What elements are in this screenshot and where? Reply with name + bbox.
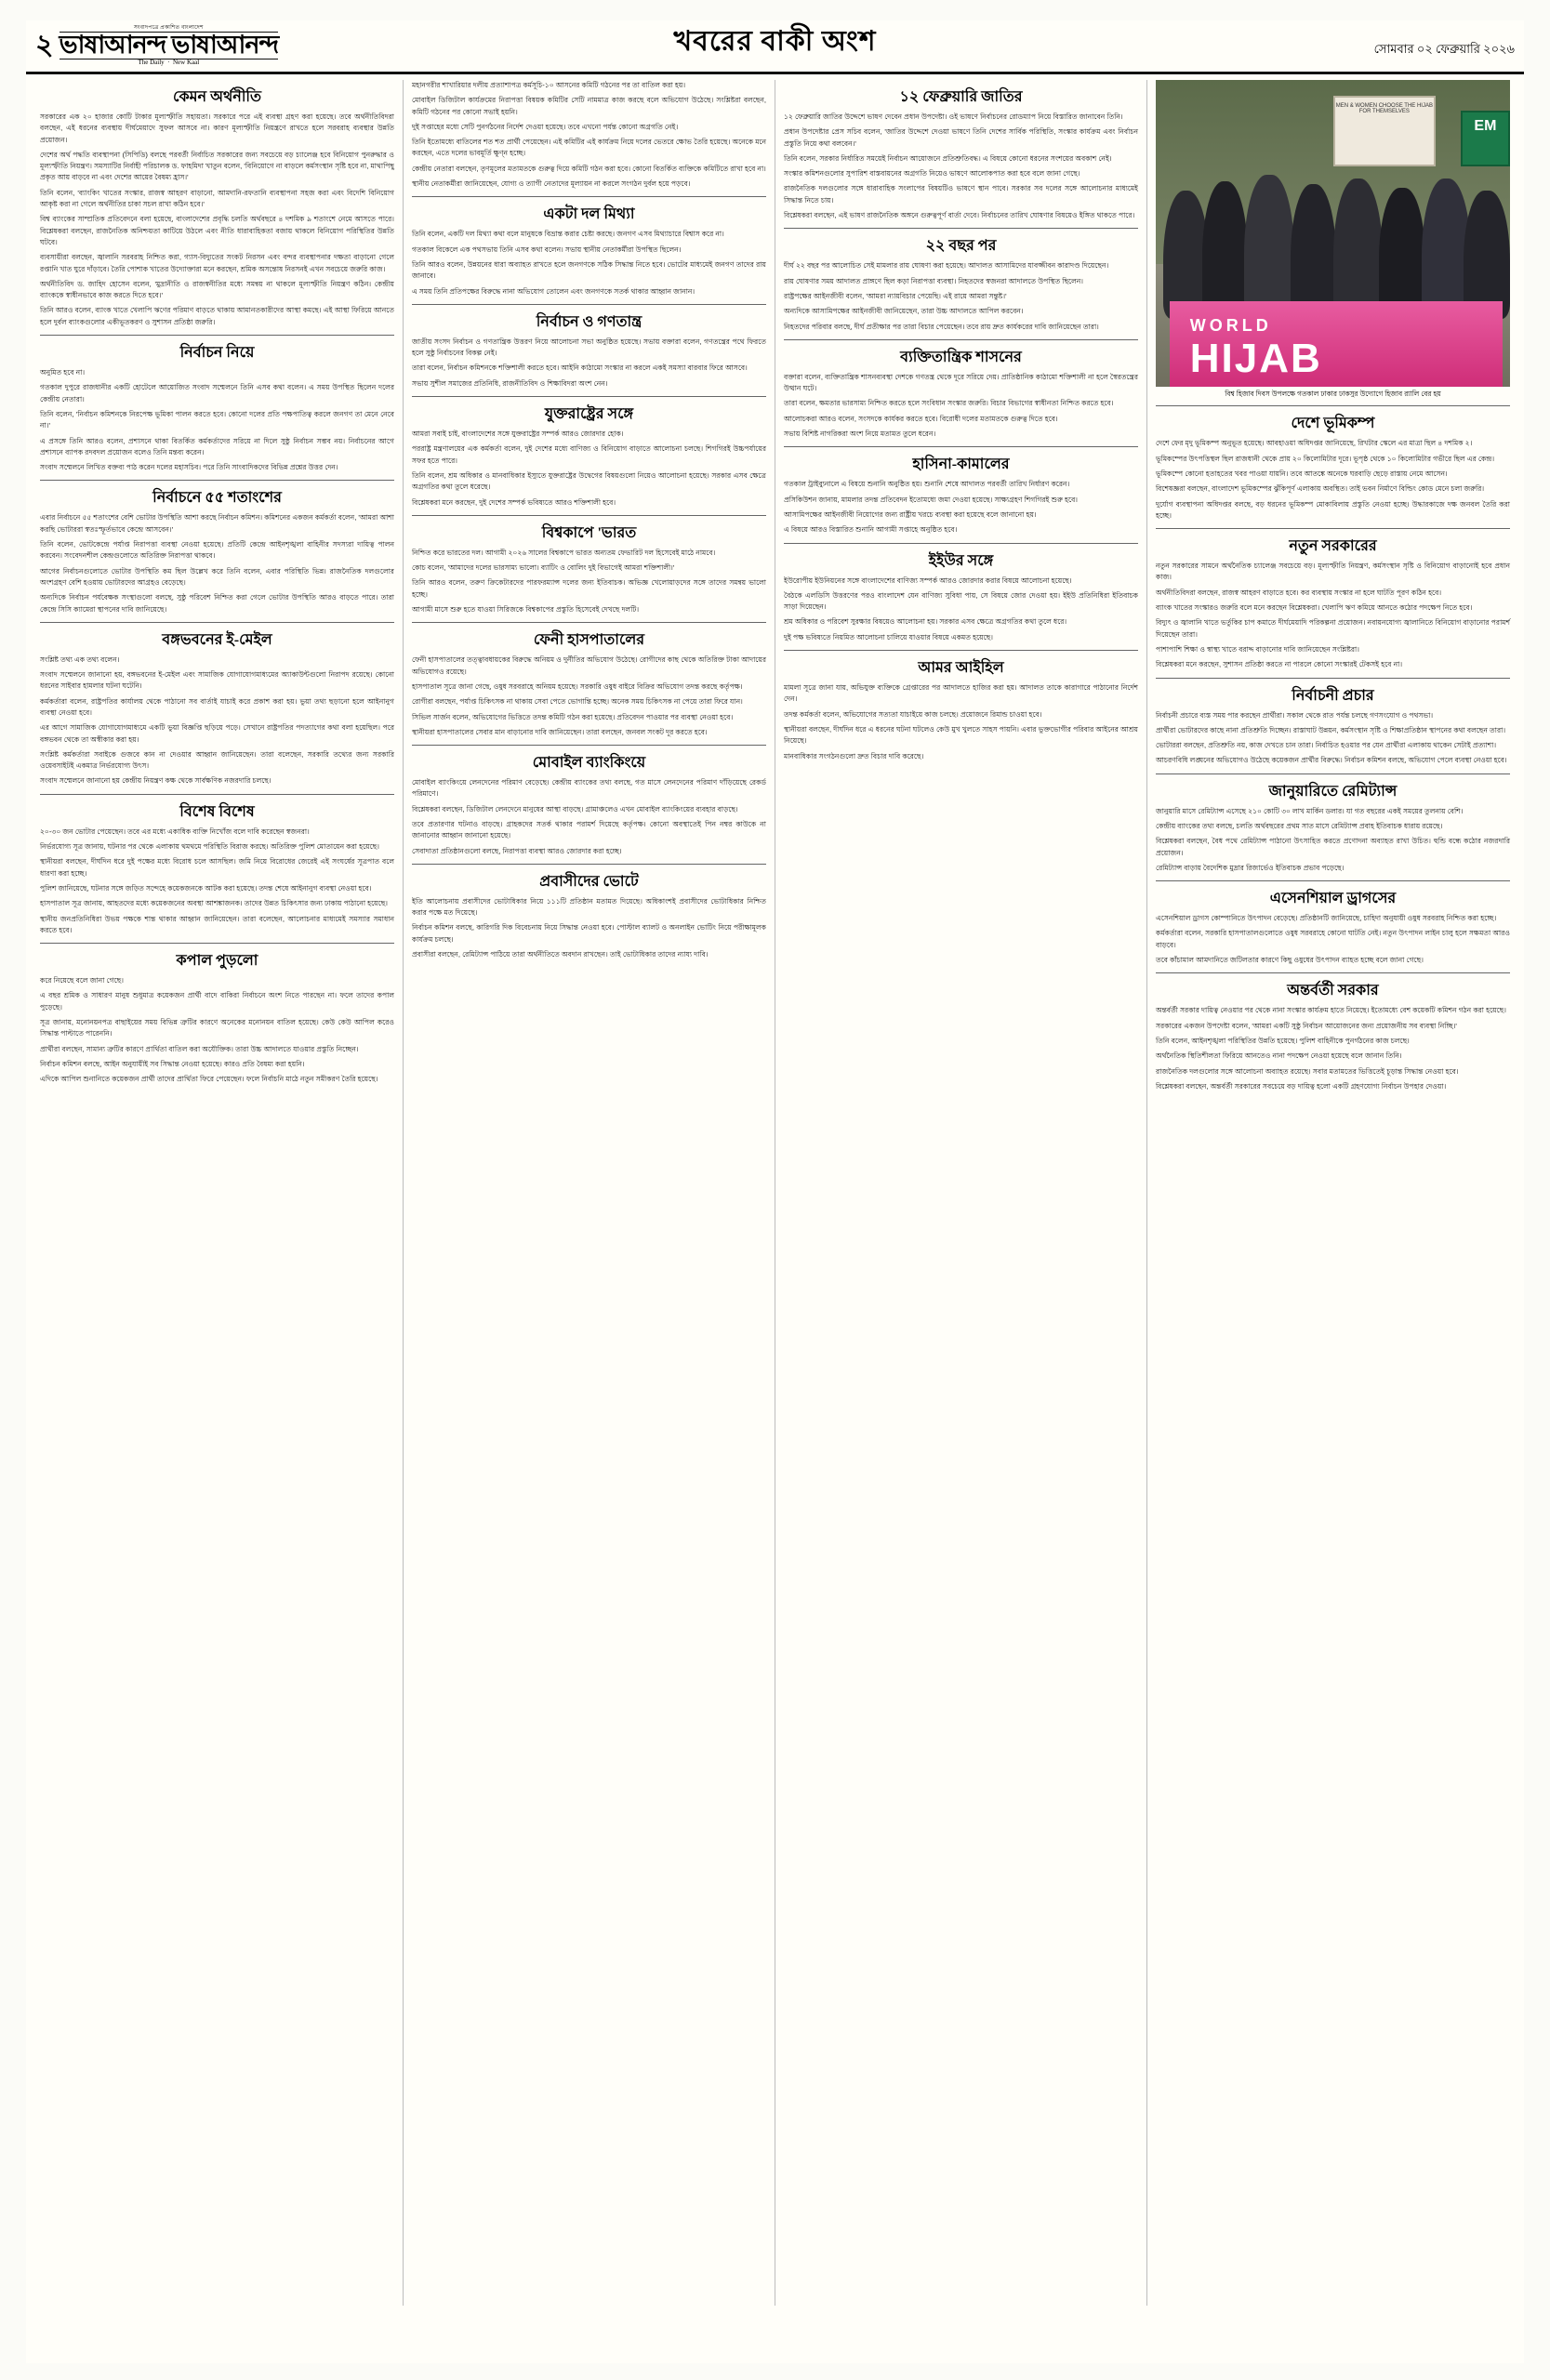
- column-4: [1147, 80, 1518, 2306]
- masthead-date: সোমবার ০২ ফেব্রুয়ারি ২০২৬: [1373, 42, 1515, 56]
- masthead-center: [314, 19, 1236, 66]
- article-4-4: [1156, 783, 1510, 874]
- body-paragraph: তবে কাঁচামাল আমদানিতে জটিলতার কারণে কিছু ওষুধের উৎপাদন ব্যাহত হচ্ছে বলে জানা গেছে।: [1156, 956, 1424, 965]
- article-1-5: [40, 803, 394, 936]
- columns-container: [26, 74, 1524, 2306]
- divider: [1156, 972, 1510, 973]
- body-paragraph: তিনি বলেন, একটি দল মিথ্যা কথা বলে মানুষকে বিভ্রান্ত করার চেষ্টা করছে। জনগণ এসব মিথ্যাচারে বিশ্বাস করে না।: [412, 230, 724, 239]
- placard-1-text: MEN & WOMEN CHOOSE THE HIJAB FOR THEMSELVES: [1335, 102, 1433, 114]
- article-3-1: [784, 88, 1138, 221]
- body-paragraph: হাসপাতাল সূত্রে জানা গেছে, ওষুধ সরবরাহে অনিয়ম হয়েছে। সরকারি ওষুধ বাইরে বিক্রির অভিযোগ তদন্ত করছে কর্তৃপক্ষ।: [412, 681, 743, 691]
- body-paragraph: কোচ বলেন, 'আমাদের দলের ভারসাম্য ভালো। ব্যাটিং ও বোলিং দুই বিভাগেই আমরা শক্তিশালী।': [412, 563, 675, 573]
- article-2-1: [412, 80, 766, 190]
- body-paragraph: হাসপাতাল সূত্র জানায়, আহতদের মধ্যে কয়েকজনের অবস্থা আশঙ্কাজনক। তাদের উন্নত চিকিৎসার জন্য ঢাকায় পাঠানো হয়েছে।: [40, 899, 389, 908]
- body-paragraph: তিনি আরও বলেন, উন্নয়নের ধারা অব্যাহত রাখতে হলে জনগণকে সঠিক সিদ্ধান্ত নিতে হবে। ভোটের মাধ্যমেই জনগণ তাদের রায় জানাবে।: [412, 259, 766, 281]
- divider: [412, 864, 766, 865]
- divider: [412, 622, 766, 623]
- body-paragraph: বিশ্লেষকরা বলছেন, এই ভাষণ রাজনৈতিক অঙ্গনে গুরুত্বপূর্ণ বার্তা দেবে। নির্বাচনের তারিখ ঘোষণার বিষয়েও ইঙ্গিত থাকতে পারে।: [784, 211, 1135, 220]
- body-paragraph: ব্যাংক খাতের সংস্কারও জরুরি বলে মনে করছেন বিশ্লেষকরা। খেলাপি ঋণ কমিয়ে আনতে কঠোর পদক্ষেপ নিতে হবে।: [1156, 603, 1473, 613]
- body-paragraph: এ সময় তিনি প্রতিপক্ষের বিরুদ্ধে নানা অভিযোগ তোলেন এবং জনগণকে সতর্ক থাকার আহ্বান জানান।: [412, 286, 696, 296]
- headline: নতুন সরকারের: [1289, 538, 1377, 555]
- body-paragraph: মোবাইল ব্যাংকিংয়ে লেনদেনের পরিমাণ বেড়েছে। কেন্দ্রীয় ব্যাংকের তথ্য বলছে, গত মাসে লেনদেনের পরিমাণ দাঁড়িয়েছে রেকর্ড পরিমাণে।: [412, 778, 766, 799]
- article-3-6: [784, 659, 1138, 762]
- headline: একটা দল মিথ্যা: [543, 206, 635, 223]
- headline: কেমন অর্থনীতি: [172, 89, 262, 105]
- body-paragraph: আগামী মাসে শুরু হতে যাওয়া সিরিজকে বিশ্বকাপের প্রস্তুতি হিসেবেই দেখছে দলটি।: [412, 605, 640, 615]
- headline: জানুয়ারিতে রেমিট্যান্স: [1268, 783, 1398, 800]
- body-paragraph: প্রার্থীরা ভোটারদের কাছে নানা প্রতিশ্রুতি দিচ্ছেন। রাস্তাঘাট উন্নয়ন, কর্মসংস্থান সৃষ্টি ও শিক্ষাপ্রতিষ্ঠান স্থাপনের কথা বলছেন তারা।: [1156, 725, 1506, 734]
- body-paragraph: তিনি আরও বলেন, ব্যাংক খাতে খেলাপি ঋণের পরিমাণ বাড়তে থাকায় আমানতকারীদের আস্থা কমছে। এই আস্থা ফিরিয়ে আনতে হলে দুর্বল ব্যাংকগুলোর একীভূতকরণ ও সুশাসন প্রতিষ্ঠা জরুরি।: [40, 306, 394, 326]
- headline: নির্বাচনী প্রচার: [1292, 687, 1374, 704]
- body-paragraph: সংবাদ সম্মেলনে লিখিত বক্তব্য পাঠ করেন দলের মহাসচিব। পরে তিনি সাংবাদিকদের বিভিন্ন প্রশ্নের উত্তর দেন।: [40, 463, 338, 472]
- body-paragraph: গতকাল ট্রাইব্যুনালে এ বিষয়ে শুনানি অনুষ্ঠিত হয়। শুনানি শেষে আদালত পরবর্তী তারিখ নির্ধারণ করেন।: [784, 480, 1070, 489]
- body-paragraph: দুই সপ্তাহের মধ্যে সেটি পুনর্গঠনের নির্দেশ দেওয়া হয়েছে। তবে এখনো পর্যন্ত কোনো অগ্রগতি নেই।: [412, 122, 679, 131]
- body-paragraph: এবার নির্বাচনে ৫৫ শতাংশের বেশি ভোটার উপস্থিতি আশা করছে নির্বাচন কমিশন। কমিশনের একজন কর্মকর্তা বলেন, 'আমরা আশা করছি ভোটাররা স্বতঃস্ফূর্তভাবে কেন্দ্রে আসবেন।': [40, 513, 394, 534]
- divider: [40, 794, 394, 795]
- body-paragraph: রাষ্ট্রপক্ষের আইনজীবী বলেন, 'আমরা ন্যায়বিচার পেয়েছি। এই রায়ে আমরা সন্তুষ্ট।': [784, 291, 1007, 300]
- body-paragraph: তিনি বলেন, 'ব্যাংকিং খাতের সংস্কার, রাজস্ব আহরণ বাড়ানো, আমদানি-রফতানি ব্যবস্থাপনা সহজ করা এবং বিদেশি বিনিয়োগ আকৃষ্ট করা না গেলে অর্থনীতির চাকা সচল রাখা কঠিন হবে।': [40, 188, 394, 209]
- article-4-2: [1156, 537, 1510, 670]
- body-paragraph: ইউরোপীয় ইউনিয়নের সঙ্গে বাংলাদেশের বাণিজ্য সম্পর্ক আরও জোরদার করার বিষয়ে আলোচনা হয়েছে।: [784, 575, 1072, 585]
- hijab-rally-photo: [1156, 80, 1510, 387]
- body-paragraph: আগের নির্বাচনগুলোতে ভোটার উপস্থিতি কম ছিল উল্লেখ করে তিনি বলেন, এবার পরিস্থিতি ভিন্ন। রাজনৈতিক দলগুলোর অংশগ্রহণ বেশি হওয়ায় ভোটারদের আগ্রহও বেড়েছে।: [40, 566, 394, 587]
- placard-2-text: EM: [1474, 118, 1497, 134]
- body-paragraph: অন্তর্বর্তী সরকার দায়িত্ব নেওয়ার পর থেকে নানা সংস্কার কার্যক্রম হাতে নিয়েছে। ইতোমধ্যে বেশ কয়েকটি কমিশন গঠন করা হয়েছে।: [1156, 1006, 1507, 1015]
- headline: প্রবাসীদের ভোটে: [539, 873, 639, 890]
- article-1-1: [40, 88, 394, 328]
- body-paragraph: দেশের অর্থ পদ্ধতি ব্যবস্থাপনা (সিপিডি) বলছে পরবর্তী নির্বাচিত সরকারের জন্য সবচেয়ে বড় চ্যালেঞ্জ হবে বিনিয়োগ পুনরুদ্ধার ও মূল্যস্ফীতি নিয়ন্ত্রণ। সমস্যাটির নির্বাহী পরিচালক ড. ফাহমিদা খাতুন বলেন, 'বিনিয়োগে না বাড়লে কর্মসংস্থান সৃষ্টি হবে না, মাথাপিছু প্রকৃত আয় বাড়বে না এবং দেশের আয়ের বৈষম্য হ্রাস।': [40, 150, 394, 182]
- body-paragraph: নির্বাচন কমিশন বলছে, আইন অনুযায়ীই সব সিদ্ধান্ত নেওয়া হয়েছে। কারও প্রতি বৈষম্য করা হয়নি।: [40, 1059, 305, 1068]
- body-paragraph: অনুমিত হবে না।: [40, 368, 86, 377]
- body-paragraph: প্রবাসীরা বলছেন, রেমিট্যান্স পাঠিয়ে তারা অর্থনীতিতে অবদান রাখছেন। তাই ভোটাধিকার তাদের ন্যায্য দাবি।: [412, 950, 709, 959]
- column-2: [404, 80, 775, 2306]
- column-3: [775, 80, 1147, 2306]
- body-paragraph: তিনি বলেন, সরকার নির্ধারিত সময়েই নির্বাচন আয়োজনে প্রতিশ্রুতিবদ্ধ। এ বিষয়ে কোনো ধরনের সংশয়ের অবকাশ নেই।: [784, 153, 1112, 163]
- article-3-2: [784, 237, 1138, 332]
- body-paragraph: গতকাল দুপুরে রাজধানীর একটি হোটেলে আয়োজিত সংবাদ সম্মেলনে তিনি এসব কথা বলেন। এ সময় উপস্থিত ছিলেন দলের কেন্দ্রীয় নেতারা।: [40, 383, 394, 403]
- body-paragraph: নির্বাচনী প্রচারে ব্যস্ত সময় পার করছেন প্রার্থীরা। সকাল থেকে রাত পর্যন্ত চলছে গণসংযোগ ও পথসভা।: [1156, 710, 1434, 720]
- banner-text-block: [1190, 316, 1322, 382]
- article-1-6: [40, 952, 394, 1085]
- article-4-6: [1156, 982, 1510, 1092]
- article-3-3: [784, 349, 1138, 440]
- body-paragraph: রাজনৈতিক দলগুলোর সঙ্গে আলোচনা অব্যাহত রয়েছে। সবার মতামতের ভিত্তিতেই চূড়ান্ত সিদ্ধান্ত নেওয়া হবে।: [1156, 1066, 1459, 1076]
- body-paragraph: তিনি বলেন, আইনশৃঙ্খলা পরিস্থিতির উন্নতি হয়েছে। পুলিশ বাহিনীকে পুনর্গঠনের কাজ চলছে।: [1156, 1036, 1410, 1045]
- article-2-5: [412, 524, 766, 615]
- body-paragraph: আলোচকরা আরও বলেন, সংসদকে কার্যকর করতে হবে। বিরোধী দলের মতামতকে গুরুত্ব দিতে হবে।: [784, 414, 1058, 423]
- body-paragraph: মানবাধিকার সংগঠনগুলো দ্রুত বিচার দাবি করেছে।: [784, 751, 924, 760]
- body-paragraph: সূত্র জানায়, মনোনয়নপত্র বাছাইয়ের সময় বিভিন্ন ত্রুটির কারণে অনেকের মনোনয়ন বাতিল হয়েছে। কেউ কেউ আপিল করেও সিদ্ধান্ত পাল্টাতে পারেননি।: [40, 1018, 394, 1038]
- body-paragraph: নতুন সরকারের সামনে অর্থনৈতিক চ্যালেঞ্জ সবচেয়ে বড়। মূল্যস্ফীতি নিয়ন্ত্রণ, কর্মসংস্থান সৃষ্টি ও বিনিয়োগ বাড়ানোই হবে প্রধান কাজ।: [1156, 562, 1510, 582]
- rally-banner: [1170, 301, 1503, 387]
- page-number: ২: [35, 30, 54, 61]
- headline: ২২ বছর পর: [925, 238, 997, 255]
- body-paragraph: স্থানীয় নেতাকর্মীরা জানিয়েছেন, যোগ্য ও ত্যাগী নেতাদের মূল্যায়ন না করলে সংগঠন দুর্বল হয়ে পড়বে।: [412, 179, 691, 189]
- headline: নির্বাচনে ৫৫ শতাংশের: [152, 490, 282, 507]
- headline: নির্বাচন নিয়ে: [179, 345, 255, 362]
- article-2-4: [412, 405, 766, 509]
- body-paragraph: অর্থনৈতিক স্থিতিশীলতা ফিরিয়ে আনতেও নানা পদক্ষেপ নেওয়া হয়েছে বলে জানান তিনি।: [1156, 1051, 1402, 1061]
- body-paragraph: তিনি বলেন, 'নির্বাচন কমিশনকে নিরপেক্ষ ভূমিকা পালন করতে হবে। কোনো দলের প্রতি পক্ষপাতিত্ব করলে জনগণ তা মেনে নেবে না।': [40, 409, 394, 430]
- body-paragraph: সংশ্লিষ্ট তথ্য এক তথ্য বলেন।: [40, 654, 120, 664]
- body-paragraph: নির্ভরযোগ্য সূত্র জানায়, ঘটনার পর থেকে এলাকায় থমথমে পরিস্থিতি বিরাজ করছে। অতিরিক্ত পুলিশ মোতায়েন করা হয়েছে।: [40, 842, 379, 852]
- headline: ফেনী হাসপাতালের: [533, 632, 645, 649]
- body-paragraph: মোবাইল ডিজিটাল কার্যক্রমের নিরাপত্তা বিষয়ক কমিটির সেটি নামমাত্র কাজ করছে বলে অভিযোগ উঠেছে। সংশ্লিষ্টরা বলছেন, কমিটি গঠনের পর কোনো সভাই হয়নি।: [412, 96, 766, 116]
- article-2-7: [412, 754, 766, 857]
- body-paragraph: স্থানীয় জনপ্রতিনিধিরা উভয় পক্ষকে শান্ত থাকার আহ্বান জানিয়েছেন। তারা বলেছেন, আলোচনার মাধ্যমেই সমস্যার সমাধান করতে হবে।: [40, 914, 394, 934]
- body-paragraph: পররাষ্ট্র মন্ত্রণালয়ের এক কর্মকর্তা বলেন, দুই দেশের মধ্যে বাণিজ্য ও বিনিয়োগ বাড়াতে আলোচনা চলছে। শিগগিরই উচ্চপর্যায়ের সফর হতে পারে।: [412, 444, 766, 465]
- logo-sub-right: New Kaal: [173, 58, 200, 66]
- body-paragraph: দেশে ফের মৃদু ভূমিকম্প অনুভূত হয়েছে। আবহাওয়া অধিদপ্তর জানিয়েছে, রিখটার স্কেলে এর মাত্রা ছিল ৪ দশমিক ২।: [1156, 439, 1473, 448]
- headline: বিশেষ বিশেষ: [179, 803, 255, 820]
- body-paragraph: এ প্রসঙ্গে তিনি আরও বলেন, প্রশাসনে থাকা বিতর্কিত কর্মকর্তাদের সরিয়ে না দিলে সুষ্ঠু নির্বাচন সম্ভব নয়। নির্বাচনের আগে প্রশাসনে ব্যাপক রদবদল প্রয়োজন বলেও তিনি মন্তব্য করেন।: [40, 436, 394, 456]
- headline: ব্যক্তিতান্ত্রিক শাসনের: [900, 349, 1022, 365]
- body-paragraph: তিনি ইতোমধ্যে বাতিলের শত শত প্রার্থী পেয়েছেন। এই কমিটির এই কার্যক্রম নিয়ে দলের ভেতরে ক্ষোভ তৈরি হয়েছে। অনেকে মনে করছেন, এতে দলের ভাবমূর্তি ক্ষুণ্ন হচ্ছে।: [412, 138, 766, 158]
- article-1-3: [40, 489, 394, 615]
- headline: নির্বাচন ও গণতান্ত্র: [536, 313, 643, 330]
- headline: হাসিনা-কামালের: [912, 456, 1010, 473]
- body-paragraph: ইতি আলোচনায় প্রবাসীদের ভোটাধিকার নিয়ে ১১১টি প্রতিষ্ঠান মতামত দিয়েছে। অধিকাংশই প্রবাসীদের ভোটাধিকার নিশ্চিত করার পক্ষে মত দিয়েছে।: [412, 896, 766, 918]
- body-paragraph: প্রার্থীরা বলছেন, সামান্য ত্রুটির কারণে প্রার্থিতা বাতিল করা অযৌক্তিক। তারা উচ্চ আদালতে যাওয়ার প্রস্তুতি নিচ্ছেন।: [40, 1044, 359, 1053]
- body-paragraph: পাশাপাশি শিক্ষা ও স্বাস্থ্য খাতে বরাদ্দ বাড়ানোর দাবি জানিয়েছেন সংশ্লিষ্টরা।: [1156, 644, 1359, 654]
- divider: [784, 339, 1138, 340]
- body-paragraph: এদিকে আপিল শুনানিতে কয়েকজন প্রার্থী তাদের প্রার্থিতা ফিরে পেয়েছেন। ফলে নির্বাচনি মাঠে নতুন সমীকরণ তৈরি হয়েছে।: [40, 1075, 378, 1084]
- section-title: খবরের বাকী অংশ: [673, 26, 877, 57]
- body-paragraph: পুলিশ জানিয়েছে, ঘটনার সঙ্গে জড়িত সন্দেহে কয়েকজনকে আটক করা হয়েছে। তদন্ত শেষে আইনানুগ ব্যবস্থা নেওয়া হবে।: [40, 883, 372, 892]
- masthead-logo: ২ সংবাদপত্রে প্রকাশিত বাংলাদেশ ভাষাআনন্দ ভাষাআনন্দ The Daily · New Kaal: [35, 25, 279, 66]
- body-paragraph: রেমিট্যান্স বাড়ায় বৈদেশিক মুদ্রার রিজার্ভেও ইতিবাচক প্রভাব পড়েছে।: [1156, 863, 1345, 872]
- body-paragraph: তবে প্রতারণার ঘটনাও বাড়ছে। গ্রাহকদের সতর্ক থাকার পরামর্শ দিয়েছে কর্তৃপক্ষ। কোনো অবস্থাতেই পিন নম্বর কাউকে না জানানোর আহ্বান জানানো হয়েছে।: [412, 819, 766, 840]
- body-paragraph: সভায় বিশিষ্ট নাগরিকরা অংশ নিয়ে মতামত তুলে ধরেন।: [784, 430, 936, 439]
- body-paragraph: ১২ ফেব্রুয়ারি জাতির উদ্দেশে ভাষণ দেবেন প্রধান উপদেষ্টা। ওই ভাষণে নির্বাচনের রোডম্যাপ নিয়ে বিস্তারিত জানাবেন তিনি।: [784, 112, 1123, 121]
- body-paragraph: তিনি বলেন, ভোটকেন্দ্রে পর্যাপ্ত নিরাপত্তা ব্যবস্থা নেওয়া হয়েছে। প্রতিটি কেন্দ্রে আইনশৃঙ্খলা বাহিনীর সদস্যরা দায়িত্ব পালন করবেন। সংবেদনশীল কেন্দ্রগুলোতে অতিরিক্ত নিরাপত্তা থাকবে।: [40, 540, 394, 561]
- body-paragraph: তিনি আরও বলেন, তরুণ ক্রিকেটারদের পারফরম্যান্স দলের জন্য ইতিবাচক। অভিজ্ঞ খেলোয়াড়দের সঙ্গে তাদের সমন্বয় ভালো হচ্ছে।: [412, 578, 766, 599]
- body-paragraph: দুর্যোগ ব্যবস্থাপনা অধিদপ্তর বলছে, বড় ধরনের ভূমিকম্প মোকাবিলায় প্রস্তুতি নেওয়া হচ্ছে। উদ্ধারকাজে দক্ষ জনবল তৈরি করা হচ্ছে।: [1156, 499, 1510, 520]
- logo-top-line: সংবাদপত্রে প্রকাশিত বাংলাদেশ: [60, 25, 279, 33]
- body-paragraph: নিশ্চিত করে ভারতের দল। আগামী ২০২৬ সালের বিশ্বকাপে ভারত অন্যতম ফেভারিট দল হিসেবেই মাঠে নামবে।: [412, 548, 716, 557]
- divider: [412, 196, 766, 197]
- body-paragraph: কেন্দ্রীয় ব্যাংকের তথ্য বলছে, চলতি অর্থবছরের প্রথম সাত মাসে রেমিট্যান্স প্রবাহ ইতিবাচক ধারায় রয়েছে।: [1156, 822, 1443, 830]
- article-2-3: [412, 313, 766, 390]
- article-3-5: [784, 552, 1138, 643]
- divider: [784, 228, 1138, 229]
- body-paragraph: রোগীরা বলছেন, পর্যাপ্ত চিকিৎসক না থাকায় সেবা পেতে ভোগান্তি হচ্ছে। অনেক সময় চিকিৎসক না পেয়ে তারা ফিরে যান।: [412, 697, 743, 707]
- divider: [40, 622, 394, 623]
- headline: আমর আইহিল: [918, 660, 1004, 677]
- body-paragraph: বিশ্ব ব্যাংকের সাম্প্রতিক প্রতিবেদনে বলা হয়েছে, বাংলাদেশের প্রবৃদ্ধি চলতি অর্থবছরে ৪ দশমিক ৯ শতাংশে নেমে আসতে পারে। বিশ্লেষকরা বলছেন, রাজনৈতিক অনিশ্চয়তা কাটিয়ে উঠলে এবং নীতি ধারাবাহিকতা বজায় থাকলে বিনিয়োগ পরিস্থিতির উন্নতি ঘটবে।: [40, 215, 394, 246]
- body-paragraph: রাজনৈতিক দলগুলোর সঙ্গে ধারাবাহিক সংলাপের বিষয়টিও ভাষণে স্থান পাবে। সরকার সব দলের সঙ্গে আলোচনার মাধ্যমেই সিদ্ধান্ত নিতে চায়।: [784, 184, 1138, 205]
- article-4-3: [1156, 687, 1510, 767]
- body-paragraph: করে নিয়েছে বলে জানা গেছে।: [40, 976, 124, 985]
- headline: দেশে ভূমিকম্প: [1291, 416, 1375, 432]
- body-paragraph: সংস্কার কমিশনগুলোর সুপারিশ বাস্তবায়নের অগ্রগতি নিয়েও ভাষণে আলোকপাত করা হবে বলে জানা গেছে।: [784, 169, 1080, 178]
- placard-2: [1461, 111, 1510, 166]
- body-paragraph: প্রসিকিউশন জানায়, মামলার তদন্ত প্রতিবেদন ইতোমধ্যে জমা দেওয়া হয়েছে। সাক্ষ্যগ্রহণ শিগগিরই শুরু হবে।: [784, 495, 1079, 504]
- body-paragraph: আচরণবিধি লঙ্ঘনের অভিযোগও উঠেছে কয়েকজন প্রার্থীর বিরুদ্ধে। নির্বাচন কমিশন বলছে, অভিযোগ পেলে ব্যবস্থা নেওয়া হবে।: [1156, 756, 1507, 765]
- article-2-2: [412, 205, 766, 297]
- body-paragraph: জাতীয় সংসদ নির্বাচন ও গণতান্ত্রিক উত্তরণ নিয়ে আলোচনা সভা অনুষ্ঠিত হয়েছে। সভায় বক্তারা বলেন, গণতন্ত্রের পথে ফিরতে হলে সুষ্ঠু নির্বাচনের বিকল্প নেই।: [412, 337, 766, 358]
- body-paragraph: এর আগে সামাজিক যোগাযোগমাধ্যমে একটি ভুয়া বিজ্ঞপ্তি ছড়িয়ে পড়ে। সেখানে রাষ্ট্রপতির পদত্যাগের কথা বলা হয়েছিল। পরে বঙ্গভবন থেকে তা অস্বীকার করা হয়।: [40, 723, 394, 744]
- body-paragraph: শ্রম অধিকার ও পরিবেশ সুরক্ষার বিষয়েও আলোচনা হয়। সরকার এসব ক্ষেত্রে অগ্রগতির কথা তুলে ধরে।: [784, 617, 1067, 627]
- divider: [1156, 678, 1510, 679]
- masthead: [26, 20, 1524, 74]
- body-paragraph: ২০-৩০ জন ভোটার পেয়েছেন। তবে এর মধ্যে একাধিক ব্যক্তি নিখোঁজ বলে দাবি করেছেন স্বজনরা।: [40, 826, 310, 836]
- body-paragraph: রায় ঘোষণার সময় আদালত প্রাঙ্গণে ছিল কড়া নিরাপত্তা ব্যবস্থা। নিহতদের স্বজনরা আদালতে উপস্থিত ছিলেন।: [784, 276, 1084, 285]
- body-paragraph: ভূমিকম্পের উৎপত্তিস্থল ছিল রাজধানী থেকে প্রায় ২০ কিলোমিটার দূরে। ভূপৃষ্ঠ থেকে ১০ কিলোমিটার গভীরে ছিল এর কেন্দ্র।: [1156, 454, 1495, 463]
- body-paragraph: এ বিষয়ে আরও বিস্তারিত শুনানি আগামী সপ্তাহে অনুষ্ঠিত হবে।: [784, 525, 958, 535]
- body-paragraph: অন্যদিকে নির্বাচন পর্যবেক্ষক সংস্থাগুলো বলছে, সুষ্ঠু পরিবেশ নিশ্চিত করা গেলে ভোটার উপস্থিতি আরও বাড়তে পারে। তারা কেন্দ্রে সিসি ক্যামেরা স্থাপনের দাবি জানিয়েছে।: [40, 593, 394, 614]
- article-4-5: [1156, 890, 1510, 966]
- body-paragraph: অন্যদিকে আসামিপক্ষের আইনজীবী জানিয়েছেন, তারা উচ্চ আদালতে আপিল করবেন।: [784, 307, 1024, 316]
- body-paragraph: বিশ্লেষকরা মনে করছেন, দুই দেশের সম্পর্ক ভবিষ্যতে আরও শক্তিশালী হবে।: [412, 497, 616, 507]
- body-paragraph: এ বছর শ্রমিক ও সাধারণ মানুষ শুধুমাত্র কয়েকজন প্রার্থী বাদে বাকিরা নির্বাচনে অংশ নিতে পারছেন না। ফলে তাদের কপাল পুড়েছে।: [40, 991, 394, 1012]
- body-paragraph: নিহতদের পরিবার বলছে, দীর্ঘ প্রতীক্ষার পর তারা বিচার পেয়েছেন। তবে রায় দ্রুত কার্যকরের দাবি জানিয়েছেন তারা।: [784, 322, 1099, 331]
- divider: [40, 943, 394, 944]
- article-1-2: [40, 344, 394, 473]
- article-1-4: [40, 631, 394, 787]
- body-paragraph: স্থানীয়রা বলছেন, দীর্ঘদিন ধরে এ ধরনের ঘটনা ঘটলেও কেউ মুখ খুলতে সাহস পায়নি। এবার ভুক্তভোগীর পরিবার আইনের আশ্রয় নিয়েছে।: [784, 724, 1138, 746]
- headline: ১২ ফেব্রুয়ারি জাতির: [899, 89, 1023, 105]
- body-paragraph: বৈঠকে এলডিসি উত্তরণের পরও বাংলাদেশ যেন বাণিজ্য সুবিধা পায়, সে বিষয়ে জোর দেওয়া হয়। ইইউ প্রতিনিধিরা ইতিবাচক সাড়া দিয়েছেন।: [784, 590, 1138, 612]
- body-paragraph: প্রধান উপদেষ্টার প্রেস সচিব বলেন, 'জাতির উদ্দেশে দেওয়া ভাষণে তিনি দেশের সার্বিক পরিস্থিতি, সংস্কার কার্যক্রম এবং নির্বাচন প্রস্তুতি নিয়ে কথা বলবেন।': [784, 127, 1138, 148]
- body-paragraph: সেবাদাতা প্রতিষ্ঠানগুলো বলছে, নিরাপত্তা ব্যবস্থা আরও জোরদার করা হচ্ছে।: [412, 846, 622, 855]
- body-paragraph: এসেনশিয়াল ড্রাগস কোম্পানিতে উৎপাদন বেড়েছে। প্রতিষ্ঠানটি জানিয়েছে, চাহিদা অনুযায়ী ওষুধ সরবরাহ নিশ্চিত করা হচ্ছে।: [1156, 914, 1497, 923]
- body-paragraph: আমরা সবাই চাই, বাংলাদেশের সঙ্গে যুক্তরাষ্ট্রের সম্পর্ক আরও জোরদার হোক।: [412, 430, 624, 439]
- headline: বঙ্গভবনের ই-মেইল: [162, 631, 272, 648]
- headline: ইইউর সঙ্গে: [928, 552, 994, 569]
- page-sheet: [26, 20, 1524, 2363]
- body-paragraph: তারা বলেন, নির্বাচন কমিশনকে শক্তিশালী করতে হবে। আইনি কাঠামো সংস্কার না করলে একই সমস্যা বারবার ফিরে আসবে।: [412, 364, 748, 373]
- body-paragraph: বিশ্লেষকরা বলছেন, অন্তর্বর্তী সরকারের সবচেয়ে বড় দায়িত্ব হলো একটি গ্রহণযোগ্য নির্বাচন উপহার দেওয়া।: [1156, 1081, 1447, 1091]
- column-1: [32, 80, 404, 2306]
- photo-caption: বিশ্ব হিজাব দিবস উপলক্ষে গতকাল ঢাকার ঢাকসুর উদ্যোগে হিজাব র‌্যালি বের হয়: [1225, 390, 1441, 398]
- banner-small-text: WORLD: [1189, 316, 1272, 336]
- headline: কপাল পুড়লো: [176, 953, 258, 970]
- divider: [784, 650, 1138, 651]
- body-paragraph: অর্থনীতিবিদ ড. জাহিদ হোসেন বলেন, 'মুদ্রানীতি ও রাজস্বনীতির মধ্যে সমন্বয় না থাকলে মূল্যস্ফীতি নিয়ন্ত্রণ কঠিন। কেন্দ্রীয় ব্যাংককে স্বাধীনভাবে কাজ করতে দিতে হবে।': [40, 279, 394, 300]
- divider: [412, 515, 766, 516]
- body-paragraph: দুই পক্ষ ভবিষ্যতে নিয়মিত আলোচনা চালিয়ে যাওয়ার বিষয়ে একমত হয়েছে।: [784, 632, 993, 641]
- logo-title: ভাষাআনন্দ ভাষাআনন্দ: [59, 31, 279, 60]
- body-paragraph: তদন্ত কর্মকর্তা বলেন, অভিযোগের সত্যতা যাচাইয়ে কাজ চলছে। প্রয়োজনে রিমান্ড চাওয়া হবে।: [784, 709, 1042, 719]
- body-paragraph: ভোটাররা বলছেন, প্রতিশ্রুতি নয়, কাজ দেখতে চান তারা। নির্বাচিত হওয়ার পর যেন প্রার্থীরা এলাকায় থাকেন সেটাই প্রত্যাশা।: [1156, 741, 1497, 750]
- body-paragraph: ব্যবসায়ীরা বলছেন, জ্বালানি সরবরাহ নিশ্চিত করা, গ্যাস-বিদ্যুতের সংকট নিরসন এবং বন্দর ব্যবস্থাপনার দক্ষতা বাড়ানো গেলে রপ্তানি খাত ঘুরে দাঁড়াবে। তৈরি পোশাক খাতের উদ্যোক্তারা মনে করছেন, শ্রমিক অসন্তোষ নিরসনই এখন সবচেয়ে জরুরি কাজ।: [40, 253, 394, 273]
- body-paragraph: ভূমিকম্পে কোনো হতাহতের খবর পাওয়া যায়নি। তবে আতঙ্কে অনেকে ঘরবাড়ি ছেড়ে রাস্তায় নেমে আসেন।: [1156, 469, 1448, 478]
- body-paragraph: বিদ্যুৎ ও জ্বালানি খাতে ভর্তুকির চাপ কমাতে দীর্ঘমেয়াদি পরিকল্পনা প্রয়োজন। নবায়নযোগ্য জ্বালানিতে বিনিয়োগ বাড়ানোর পরামর্শ দিয়েছেন তারা।: [1156, 618, 1510, 639]
- divider: [1156, 880, 1510, 881]
- divider: [784, 446, 1138, 447]
- body-paragraph: ফেনী হাসপাতালের তত্ত্বাবধায়কের বিরুদ্ধে অনিয়ম ও দুর্নীতির অভিযোগ উঠেছে। রোগীদের কাছ থেকে অতিরিক্ত টাকা আদায়ের অভিযোগও রয়েছে।: [412, 655, 766, 676]
- divider: [40, 480, 394, 481]
- body-paragraph: নির্বাচন কমিশন বলছে, কারিগরি দিক বিবেচনায় নিয়ে সিদ্ধান্ত নেওয়া হবে। পোস্টাল ব্যালট ও অনলাইন ভোটিং নিয়ে পরীক্ষামূলক কার্যক্রম চলছে।: [412, 923, 766, 944]
- body-paragraph: আসামিপক্ষের আইনজীবী নিয়োগের জন্য রাষ্ট্রীয় খরচে ব্যবস্থা করা হয়েছে বলে জানানো হয়।: [784, 509, 1037, 519]
- body-paragraph: তিনি বলেন, শ্রম অধিকার ও মানবাধিকার ইস্যুতে যুক্তরাষ্ট্রের উদ্বেগের বিষয়গুলো নিয়েও আলোচনা হয়েছে। সরকার এসব ক্ষেত্রে অগ্রগতির কথা তুলে ধরেছে।: [412, 470, 766, 492]
- divider: [412, 396, 766, 397]
- body-paragraph: স্থানীয়রা হাসপাতালের সেবার মান বাড়ানোর দাবি জানিয়েছেন। তারা বলছেন, জনবল সংকট দূর করতে হবে।: [412, 727, 708, 736]
- body-paragraph: বিশ্লেষকরা বলছেন, বৈধ পথে রেমিট্যান্স পাঠানো উৎসাহিত করতে প্রণোদনা অব্যাহত রাখা উচিত। হুন্ডি বন্ধে কঠোর নজরদারি প্রয়োজন।: [1156, 837, 1510, 857]
- body-paragraph: জানুয়ারি মাসে রেমিট্যান্স এসেছে ২১০ কোটি ৩০ লাখ মার্কিন ডলার। যা গত বছরের একই সময়ের তুলনায় বেশি।: [1156, 806, 1464, 815]
- divider: [784, 543, 1138, 544]
- divider: [1156, 405, 1510, 406]
- body-paragraph: মামলা সূত্রে জানা যায়, অভিযুক্ত ব্যক্তিকে গ্রেপ্তারের পর আদালতে হাজির করা হয়। আদালত তাকে কারাগারে পাঠানোর নির্দেশ দেন।: [784, 683, 1138, 704]
- body-paragraph: কর্মকর্তারা বলেন, রাষ্ট্রপতির কার্যালয় থেকে পাঠানো সব বার্তাই যাচাই করে প্রকাশ করা হয়। ভুয়া তথ্য ছড়ানো হলে আইনানুগ ব্যবস্থা নেওয়া হবে।: [40, 696, 394, 717]
- body-paragraph: সভায় সুশীল সমাজের প্রতিনিধি, রাজনীতিবিদ ও শিক্ষাবিদরা অংশ নেন।: [412, 378, 608, 388]
- article-4-1: [1156, 415, 1510, 522]
- body-paragraph: বিশ্লেষকরা মনে করছেন, সুশাসন প্রতিষ্ঠা করতে না পারলে কোনো সংস্কারই টেকসই হবে না।: [1156, 660, 1403, 669]
- banner-main-text: HIJAB: [1189, 336, 1322, 382]
- logo-sub-left: The Daily: [138, 58, 165, 66]
- article-3-4: [784, 456, 1138, 536]
- body-paragraph: বক্তারা বলেন, ব্যক্তিতান্ত্রিক শাসনব্যবস্থা দেশকে গণতন্ত্র থেকে দূরে সরিয়ে দেয়। প্রাতিষ্ঠানিক কাঠামো শক্তিশালী না হলে স্বৈরতন্ত্রের উত্থান ঘটে।: [784, 372, 1138, 393]
- headline: মোবাইল ব্যাংকিংয়ে: [532, 755, 646, 772]
- article-2-6: [412, 631, 766, 738]
- body-paragraph: সংবাদ সম্মেলনে জানানো হয়, বঙ্গভবনের ই-মেইল এবং সামাজিক যোগাযোগমাধ্যমের অ্যাকাউন্টগুলো নিরাপদ রয়েছে। কোনো ধরনের সাইবার হামলার ঘটনা ঘটেনি।: [40, 670, 394, 691]
- divider: [40, 335, 394, 336]
- body-paragraph: স্থানীয়রা বলছেন, দীর্ঘদিন ধরে দুই পক্ষের মধ্যে বিরোধ চলে আসছিল। জমি নিয়ে বিরোধের জেরেই এই সংঘর্ষের সূত্রপাত বলে ধারণা করা হচ্ছে।: [40, 857, 394, 878]
- body-paragraph: কেন্দ্রীয় নেতারা বলছেন, তৃণমূলের মতামতকে গুরুত্ব দিয়ে কমিটি গঠন করা হবে। কোনো বিতর্কিত ব্যক্তিকে কমিটিতে রাখা হবে না।: [412, 164, 766, 173]
- headline: যুক্তরাষ্ট্রের সঙ্গে: [544, 406, 634, 423]
- headline: এসেনশিয়াল ড্রাগসের: [1269, 891, 1397, 907]
- body-paragraph: তারা বলেন, ক্ষমতার ভারসাম্য নিশ্চিত করতে হলে সংবিধান সংস্কার জরুরি। বিচার বিভাগের স্বাধীনতা নিশ্চিত করতে হবে।: [784, 399, 1114, 408]
- body-paragraph: সংবাদ সম্মেলনে জানানো হয় কেন্দ্রীয় নিয়ন্ত্রণ কক্ষ থেকে সার্বক্ষণিক নজরদারি চলছে।: [40, 776, 272, 786]
- body-paragraph: সরকারের এক ২০ হাজার কোটি টাকার মূল্যস্ফীতি সহায়তা। সরকারে পরে এই ব্যবস্থা গ্রহণ করা হয়েছে। তবে অর্থনীতিবিদরা বলছেন, এই ধরনের ব্যবস্থায় দীর্ঘমেয়াদে সুফল আসবে না। কারণ মূল্যস্ফীতি নিয়ন্ত্রণে রাখতে হলে সরবরাহ ব্যবস্থার উন্নতি প্রয়োজন।: [40, 112, 394, 144]
- body-paragraph: সরকারের একজন উপদেষ্টা বলেন, 'আমরা একটি সুষ্ঠু নির্বাচন আয়োজনের জন্য প্রয়োজনীয় সব ব্যবস্থা নিচ্ছি।': [1156, 1021, 1457, 1030]
- body-paragraph: দীর্ঘ ২২ বছর পর আলোচিত সেই মামলার রায় ঘোষণা করা হয়েছে। আদালত আসামিদের যাবজ্জীবন কারাদণ্ড দিয়েছেন।: [784, 261, 1109, 271]
- article-2-8: [412, 873, 766, 960]
- placard-1: [1333, 96, 1437, 167]
- body-paragraph: অর্থনীতিবিদরা বলছেন, রাজস্ব আহরণ বাড়াতে হবে। কর ব্যবস্থায় সংস্কার না হলে ঘাটতি পূরণ কঠিন হবে।: [1156, 588, 1442, 597]
- body-paragraph: সংশ্লিষ্ট কর্মকর্তারা সবাইকে গুজবে কান না দেওয়ার আহ্বান জানিয়েছেন। তারা বলেছেন, সরকারি তথ্যের জন্য সরকারি ওয়েবসাইটই একমাত্র নির্ভরযোগ্য উৎস।: [40, 749, 394, 771]
- body-paragraph: মহানগরীর শাখারিয়ার দলীয় প্রত্যাশাপত্র কর্মসূচি-১০ আসনের কমিটি গঠনের পর তা বাতিল করা হয়।: [412, 81, 686, 89]
- divider: [412, 304, 766, 305]
- body-paragraph: বিশেষজ্ঞরা বলছেন, বাংলাদেশ ভূমিকম্পের ঝুঁকিপূর্ণ এলাকায় অবস্থিত। তাই ভবন নির্মাণে বিল্ডিং কোড মেনে চলা জরুরি।: [1156, 484, 1485, 494]
- divider: [1156, 528, 1510, 529]
- body-paragraph: বিশ্লেষকরা বলছেন, ডিজিটাল লেনদেনে মানুষের আস্থা বাড়ছে। গ্রামাঞ্চলেও এখন মোবাইল ব্যাংকিংয়ের ব্যবহার বাড়ছে।: [412, 804, 738, 813]
- body-paragraph: কর্মকর্তারা বলেন, সরকারি হাসপাতালগুলোতে ওষুধ সরবরাহে কোনো ঘাটতি নেই। নতুন উৎপাদন লাইন চালু হলে সক্ষমতা আরও বাড়বে।: [1156, 929, 1510, 949]
- divider: [412, 745, 766, 746]
- headline: বিশ্বকাপে 'ভারত: [541, 524, 637, 541]
- body-paragraph: সিভিল সার্জন বলেন, অভিযোগের ভিত্তিতে তদন্ত কমিটি গঠন করা হয়েছে। প্রতিবেদন পাওয়ার পর ব্যবস্থা নেওয়া হবে।: [412, 712, 734, 721]
- body-paragraph: গতকাল বিকেলে এক পথসভায় তিনি এসব কথা বলেন। সভায় স্থানীয় নেতাকর্মীরা উপস্থিত ছিলেন।: [412, 245, 682, 254]
- headline: অন্তর্বর্তী সরকার: [1287, 983, 1379, 999]
